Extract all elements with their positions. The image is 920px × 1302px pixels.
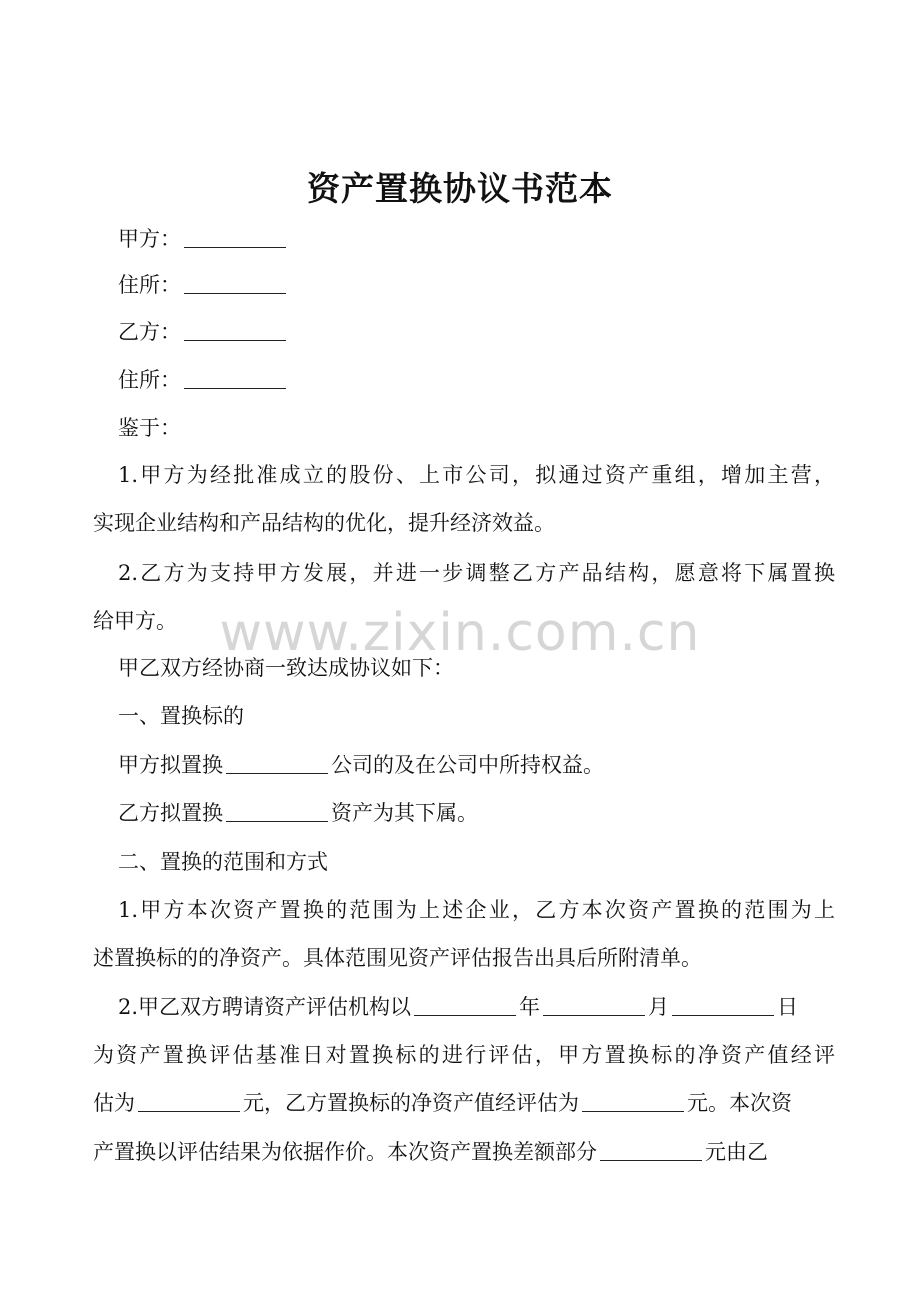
recital-1-line-1: 1.甲方为经批准成立的股份、上市公司，拟通过资产重组，增加主营， [118,463,835,487]
party-b-address-label: 住所： [118,368,181,392]
party-a-address-line [118,271,289,299]
party-a-blank[interactable] [184,227,286,248]
year-label: 年 [519,995,541,1019]
clause-a-blank[interactable] [226,753,328,774]
year-blank[interactable] [414,995,516,1016]
difference-text: 产置换以评估结果为依据作价。本次资产置换差额部分 [93,1140,597,1164]
difference-amount-blank[interactable] [600,1140,702,1161]
section-1-clause-b [118,799,478,827]
month-blank[interactable] [543,995,645,1016]
party-b-line [118,318,289,346]
clause-b-prefix: 乙方拟置换 [118,801,223,825]
day-blank[interactable] [672,995,774,1016]
clause-2-prefix: 2.甲乙双方聘请资产评估机构以 [118,995,412,1019]
recital-1-line-2: 实现企业结构和产品结构的优化，提升经济效益。 [93,511,555,535]
party-b-blank[interactable] [184,320,286,341]
recital-2-line-2: 给甲方。 [93,609,177,633]
agreement-intro: 甲乙双方经协商一致达成协议如下： [118,656,454,680]
section-2-clause-2-line-4 [93,1138,768,1166]
clause-a-suffix: 公司的及在公司中所持权益。 [331,753,604,777]
party-b-label: 乙方： [118,320,181,344]
whereas-heading: 鉴于： [118,416,181,440]
section-2-heading: 二、置换的范围和方式 [118,850,328,874]
watermark: www.zixin.com.cn [219,603,701,663]
section-2-clause-2-line-1 [118,993,798,1021]
party-a-line [118,225,289,253]
month-label: 月 [648,995,670,1019]
document-title: 资产置换协议书范本 [307,169,613,208]
party-a-address-label: 住所： [118,273,181,297]
clause-b-suffix: 资产为其下属。 [331,801,478,825]
difference-suffix: 元由乙 [705,1140,768,1164]
party-b-address-line [118,366,289,394]
section-1-heading: 一、置换标的 [118,704,244,728]
recital-2-line-1: 2.乙方为支持甲方发展，并进一步调整乙方产品结构，愿意将下属置换 [118,561,835,585]
valuation-b-text: 元，乙方置换标的净资产值经评估为 [243,1091,579,1115]
clause-b-blank[interactable] [226,801,328,822]
clause-a-prefix: 甲方拟置换 [118,753,223,777]
party-a-address-blank[interactable] [184,273,286,294]
party-b-address-blank[interactable] [184,368,286,389]
section-2-clause-1-line-2: 述置换标的的净资产。具体范围见资产评估报告出具后所附清单。 [93,946,702,970]
section-2-clause-1-line-1: 1.甲方本次资产置换的范围为上述企业，乙方本次资产置换的范围为上 [118,898,835,922]
day-label: 日 [777,995,799,1019]
valuation-suffix: 元。本次资 [687,1091,792,1115]
section-1-clause-a [118,751,604,779]
valuation-a-prefix: 估为 [93,1091,135,1115]
party-a-value-blank[interactable] [138,1091,240,1112]
party-b-value-blank[interactable] [582,1091,684,1112]
party-a-label: 甲方： [118,227,181,251]
section-2-clause-2-line-3 [93,1089,792,1117]
section-2-clause-2-line-2: 为资产置换评估基准日对置换标的进行评估，甲方置换标的净资产值经评 [93,1043,835,1067]
